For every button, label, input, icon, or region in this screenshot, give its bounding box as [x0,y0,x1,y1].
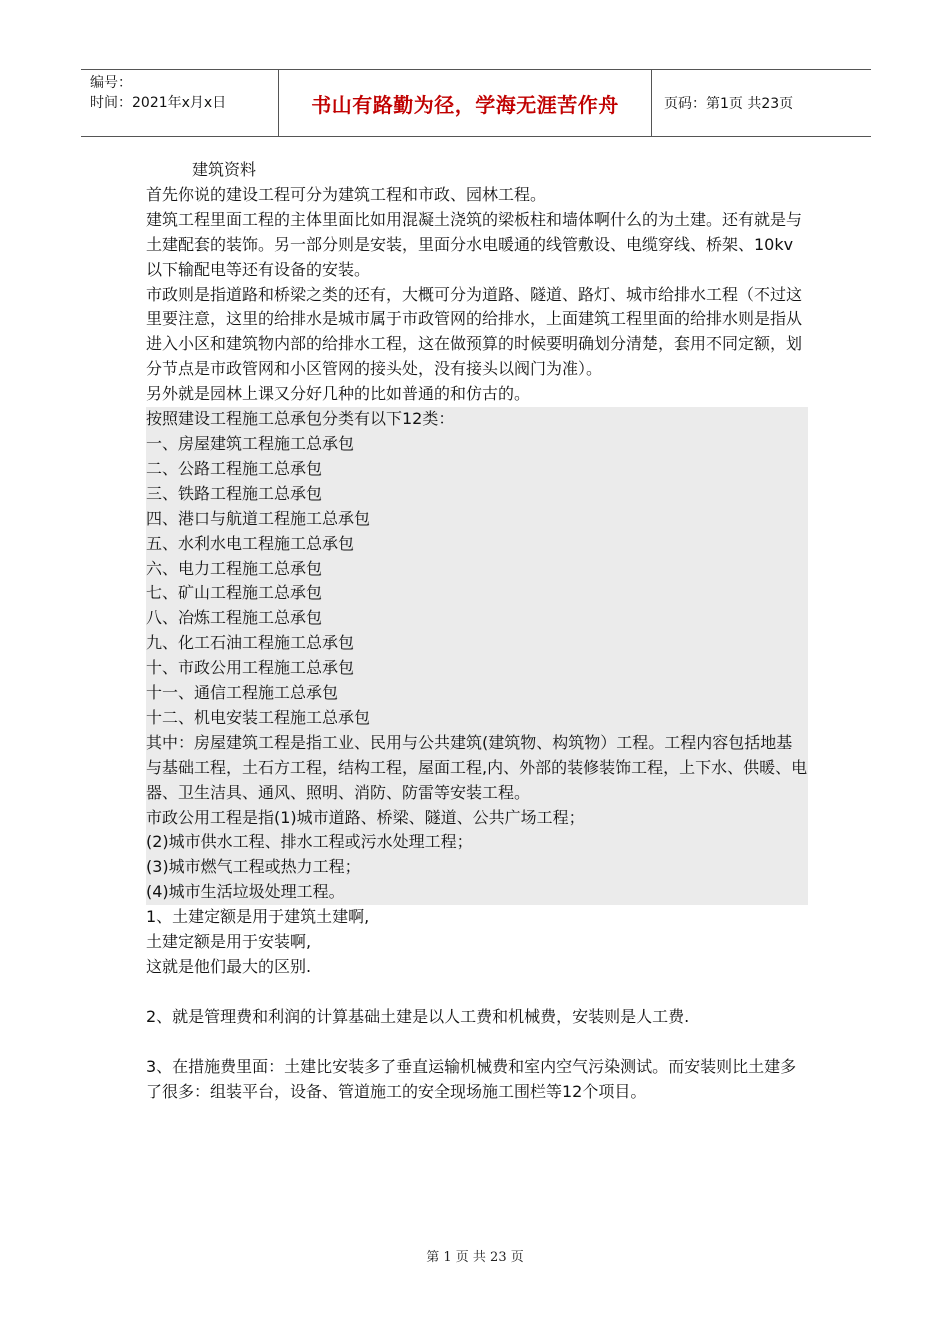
header-motto-cell [279,70,652,136]
document-header [81,69,871,137]
category-item: 一、房屋建筑工程施工总承包 [146,433,355,453]
paragraph-gap [146,980,808,1005]
shaded-section [146,407,808,905]
category-heading: 按照建设工程施工总承包分类有以下12类： [146,409,455,429]
category-item: 九、化工石油工程施工总承包 [146,633,355,653]
category-item: 五、水利水电工程施工总承包 [146,533,355,553]
intro-paragraph-2: 建筑工程里面工程的主体里面比如用混凝土浇筑的梁板柱和墙体啊什么的为土建。还有就是与土建配套的装饰。另一部分则是安装，里面分水电暖通的线管敷设、电缆穿线、桥架、10kv以下输配电等还有设备的安装。 [146,209,803,279]
header-meta-cell [81,70,279,136]
header-motto: 书山有路勤为径，学海无涯苦作舟 [311,92,619,117]
page-footer: 第 1 页 共 23 页 [426,1250,524,1265]
category-item: 七、矿山工程施工总承包 [146,583,323,603]
intro-paragraph-4: 另外就是园林上课又分好几种的比如普通的和仿古的。 [146,384,531,404]
municipal-note-line: (2)城市供水工程、排水工程或污水处理工程； [146,832,473,852]
difference-1-line: 这就是他们最大的区别. [146,957,312,976]
intro-title: 建筑资料 [192,160,257,179]
category-item: 二、公路工程施工总承包 [146,458,323,478]
category-item: 十二、机电安装工程施工总承包 [146,707,371,727]
header-page-info: 页码：第1页 共23页 [664,96,794,112]
difference-3: 3、在措施费里面：土建比安装多了垂直运输机械费和室内空气污染测试。而安装则比土建多了很多：组装平台，设备、管道施工的安全现场施工围栏等12个项目。 [146,1056,797,1101]
municipal-note-line: (3)城市燃气工程或热力工程； [146,857,361,877]
difference-1-line: 1、土建定额是用于建筑土建啊, [146,907,370,927]
housing-note: 其中：房屋建筑工程是指工业、民用与公共建筑(建筑物、构筑物）工程。工程内容包括地基与基础工程，土石方工程，结构工程，屋面工程,内、外部的装修装饰工程，上下水、供暖、电器、卫生洁具、通风、照明、消防、防雷等安装工程。 [146,732,808,802]
municipal-note-line: (4)城市生活垃圾处理工程。 [146,882,345,902]
header-date-label: 时间：2021年x月x日 [90,95,227,111]
category-item: 八、冶炼工程施工总承包 [146,608,323,628]
paragraph-gap [146,1030,808,1055]
municipal-note-line: 市政公用工程是指(1)城市道路、桥梁、隧道、公共广场工程； [146,807,585,827]
header-number-label: 编号： [90,75,132,91]
category-item: 四、港口与航道工程施工总承包 [146,508,371,528]
intro-paragraph-3: 市政则是指道路和桥梁之类的还有，大概可分为道路、隧道、路灯、城市给排水工程（不过这里要注意，这里的给排水是城市属于市政管网的给排水，上面建筑工程里面的给排水则是指从进入小区和建筑物内部的给排水工程，这在做预算的时候要明确划分清楚，套用不同定额，划分节点是市政管网和小区管网的接头处，没有接头以阀门为准）。 [146,284,803,379]
difference-1-line: 土建定额是用于安装啊, [146,932,312,952]
category-item: 十、市政公用工程施工总承包 [146,658,355,678]
intro-paragraph-1: 首先你说的建设工程可分为建筑工程和市政、园林工程。 [146,184,547,204]
document-body [146,158,808,1104]
header-page-cell [652,70,871,136]
category-item: 六、电力工程施工总承包 [146,558,323,578]
category-item: 十一、通信工程施工总承包 [146,683,339,703]
category-item: 三、铁路工程施工总承包 [146,483,323,503]
difference-2: 2、就是管理费和利润的计算基础土建是以人工费和机械费，安装则是人工费. [146,1006,690,1026]
